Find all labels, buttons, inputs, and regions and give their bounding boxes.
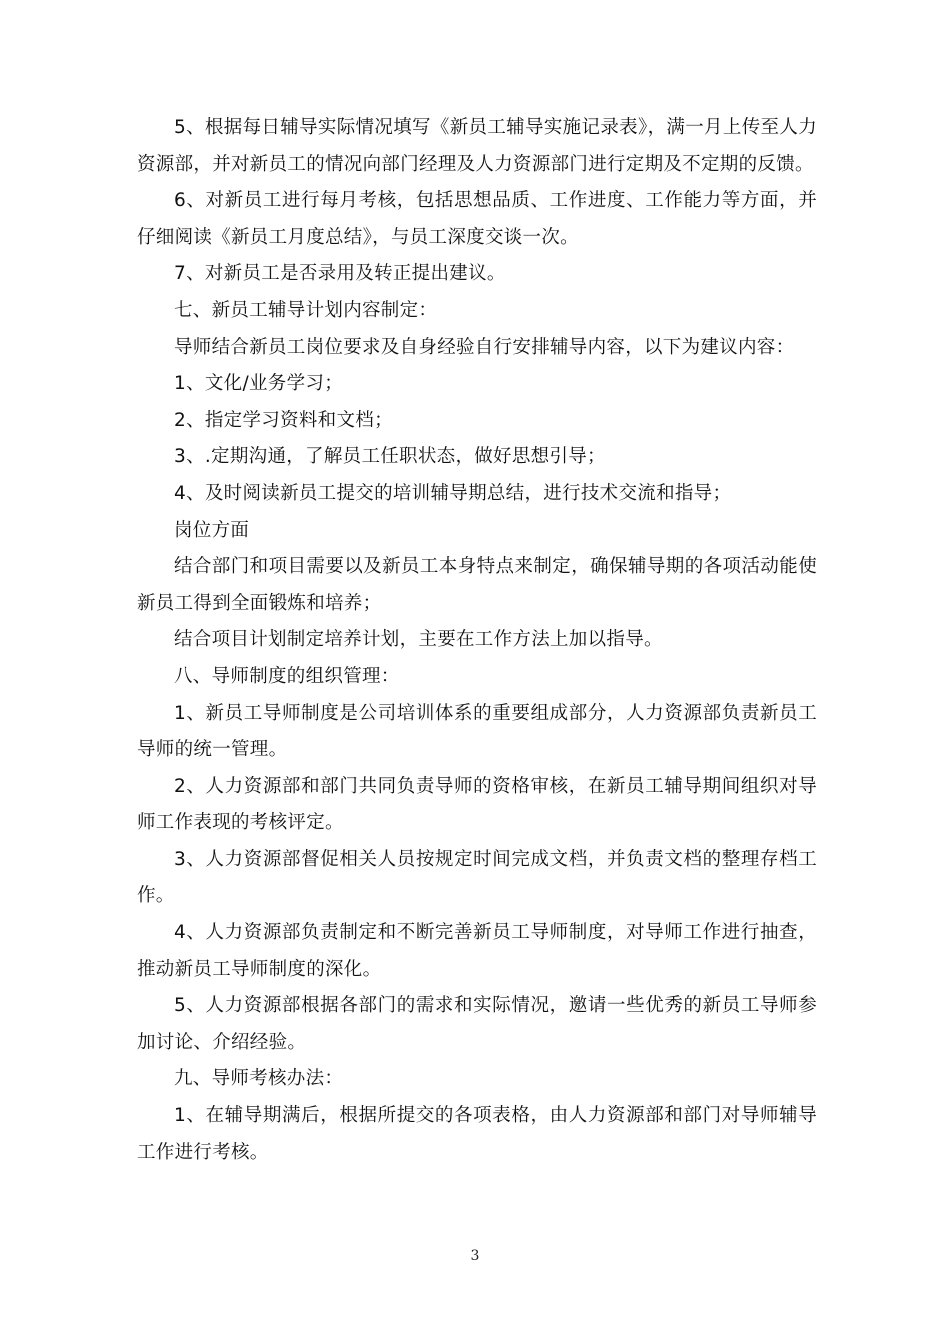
subheading-position: 岗位方面	[174, 519, 250, 541]
paragraph-monthly-review: 6、对新员工进行每月考核，包括思想品质、工作进度、工作能力等方面，并仔细阅读《新员工月度总结》，与员工深度交谈一次。	[137, 190, 817, 248]
management-item-2: 2、人力资源部和部门共同负责导师的资格审核，在新员工辅导期间组织对导师工作表现的考核评定。	[137, 775, 817, 834]
management-item-1: 1、新员工导师制度是公司培训体系的重要组成部分，人力资源部负责新员工导师的统一管理。	[137, 702, 817, 761]
list-item-2: 2、指定学习资料和文档；	[174, 409, 393, 431]
paragraph-plan-intro: 导师结合新员工岗位要求及自身经验自行安排辅导内容，以下为建议内容：	[174, 336, 795, 358]
section-heading-7: 七、新员工辅导计划内容制定：	[174, 299, 438, 321]
management-item-5: 5、人力资源部根据各部门的需求和实际情况，邀请一些优秀的新员工导师参加讨论、介绍经验。	[137, 995, 817, 1053]
list-item-4: 4、及时阅读新员工提交的培训辅导期总结，进行技术交流和指导；	[174, 482, 732, 504]
list-item-1: 1、文化/业务学习；	[174, 373, 344, 395]
management-item-3: 3、人力资源部督促相关人员按规定时间完成文档，并负责文档的整理存档工作。	[137, 848, 817, 907]
section-heading-8: 八、导师制度的组织管理：	[174, 665, 400, 687]
paragraph-position-1: 结合部门和项目需要以及新员工本身特点来制定，确保辅导期的各项活动能使新员工得到全面锻炼和培养；	[137, 556, 817, 614]
list-item-3: 3、.定期沟通，了解员工任职状态，做好思想引导；	[174, 446, 606, 468]
document-body	[137, 110, 817, 1171]
management-item-4: 4、人力资源部负责制定和不断完善新员工导师制度，对导师工作进行抽查，推动新员工导师制度的深化。	[137, 922, 817, 980]
paragraph-feedback: 5、根据每日辅导实际情况填写《新员工辅导实施记录表》，满一月上传至人力资源部，并对新员工的情况向部门经理及人力资源部门进行定期及不定期的反馈。	[137, 117, 817, 175]
section-heading-9: 九、导师考核办法：	[174, 1068, 344, 1090]
page-number: 3	[470, 1248, 480, 1264]
paragraph-hiring-advice: 7、对新员工是否录用及转正提出建议。	[174, 263, 506, 285]
assessment-item-1: 1、在辅导期满后，根据所提交的各项表格，由人力资源部和部门对导师辅导工作进行考核。	[137, 1105, 817, 1163]
paragraph-position-2: 结合项目计划制定培养计划，主要在工作方法上加以指导。	[174, 629, 663, 651]
